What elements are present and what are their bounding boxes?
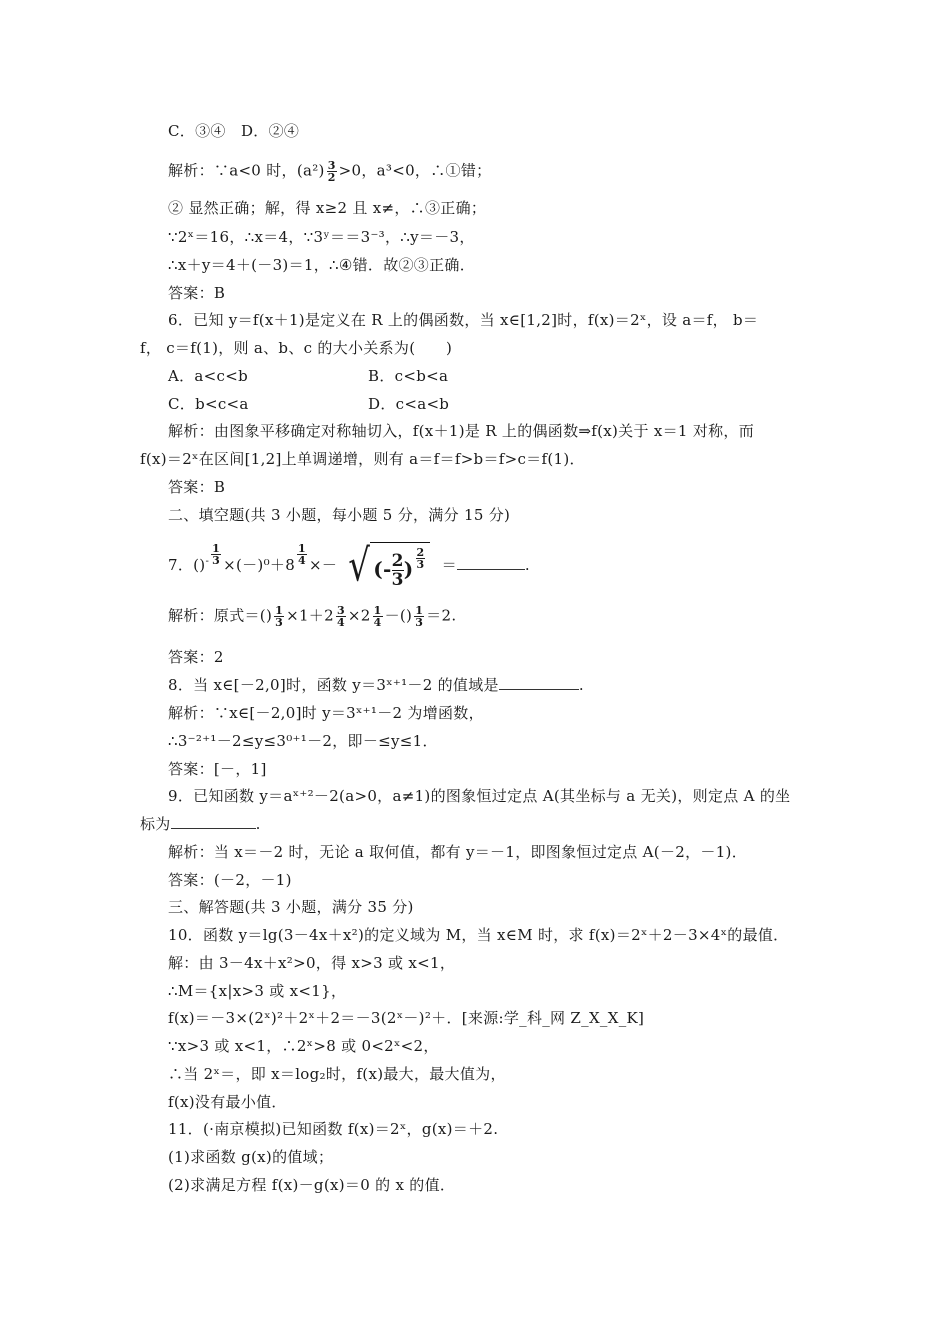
text-line: (2)求满足方程 f(x)－g(x)＝0 的 x 的值．: [168, 1176, 456, 1194]
analysis-6: 解析：由图象平移确定对称轴切入，f(x＋1)是 R 上的偶函数⇒f(x)关于 x＝1 对称，而: [168, 422, 755, 440]
text-line: ∵x>3 或 x<1，∴2ˣ>8 或 0<2ˣ<2，: [168, 1037, 439, 1055]
answer-blank: [499, 675, 579, 690]
fraction: $\frac{3}{2}$: [327, 159, 336, 184]
fraction: $\frac{1}{4}$: [373, 604, 382, 629]
question-6: 6．已知 y＝f(x＋1)是定义在 R 上的偶函数，当 x∈[1,2]时，f(x)＝2ˣ，设 a＝f， b＝: [168, 311, 759, 329]
text-line: 解析：当 x＝－2 时，无论 a 取何值，都有 y＝－1，即图象恒过定点 A(－2，－1)．: [168, 843, 747, 861]
section-heading-solve: 三、解答题(共 3 小题，满分 35 分): [168, 898, 414, 916]
text-line: 解：由 3－4x＋x²>0，得 x>3 或 x<1，: [168, 954, 456, 972]
answer-line: 答案：[－，1]: [168, 760, 267, 778]
fraction: $\frac{3}{4}$: [336, 604, 345, 629]
answer-line: 答案：(－2，－1): [168, 871, 292, 889]
question-11: 11．(·南京模拟)已知函数 f(x)＝2ˣ，g(x)＝＋2.: [168, 1120, 499, 1138]
options-ab: A．a<c<b B．c<b<a: [168, 367, 449, 385]
analysis-7: 解析：原式＝() $\frac{1}{3}$ ×1＋2 $\frac{3}{4}$ ×2 $\frac{1}{4}$ －() $\frac{1}{3}$ ＝2.: [168, 604, 457, 629]
answer-line: 答案：B: [168, 478, 226, 496]
text-line: 解析：∵x∈[－2,0]时 y＝3ˣ⁺¹－2 为增函数，: [168, 704, 484, 722]
text-line: ∴当 2ˣ＝，即 x＝log₂时，f(x)最大，最大值为，: [168, 1065, 506, 1083]
analysis-6-cont: f(x)＝2ˣ在区间[1,2]上单调递增，则有 a＝f＝f>b＝f>c＝f(1)．: [140, 450, 585, 468]
text-line: ∴M＝{x|x>3 或 x<1}，: [168, 982, 347, 1000]
text-line: ∵2ˣ＝16，∴x＝4，∵3ʸ＝＝3⁻³，∴y＝－3，: [168, 228, 475, 246]
answer-blank: [171, 814, 256, 829]
question-7: 7．()- $\frac{1}{3}$ ×(－)⁰＋8 $\frac{1}{4}$ ×－ √ (- $\frac{2}{3}$) $\frac{2}{3}$ ＝ .: [168, 540, 530, 592]
answer-blank: [457, 555, 525, 570]
text-line: f(x)没有最小值．: [168, 1093, 287, 1111]
text-line: f(x)＝－3×(2ˣ)²＋2ˣ＋2＝－3(2ˣ－)²＋．[来源:学_科_网 Z_X_X_K]: [168, 1009, 645, 1027]
fraction: $\frac{1}{3}$: [275, 604, 284, 629]
question-9: 9．已知函数 y＝aˣ⁺²－2(a>0，a≠1)的图象恒过定点 A(其坐标与 a 无关)，则定点 A 的坐: [168, 787, 791, 805]
question-10: 10．函数 y＝lg(3－4x＋x²)的定义域为 M，当 x∈M 时，求 f(x)＝2ˣ＋2－3×4ˣ的最值．: [168, 926, 789, 944]
fraction: $\frac{1}{4}$: [298, 542, 307, 567]
section-heading-fill: 二、填空题(共 3 小题，每小题 5 分，满分 15 分): [168, 506, 511, 524]
fraction: $\frac{1}{3}$: [415, 604, 424, 629]
question-6-cont: f， c＝f(1)，则 a、b、c 的大小关系为( ): [140, 339, 453, 357]
question-8: 8．当 x∈[－2,0]时，函数 y＝3ˣ⁺¹－2 的值域是 .: [168, 676, 584, 694]
options-cd: C．b<c<a D．c<a<b: [168, 395, 450, 413]
question-9-cont: 标为 .: [140, 815, 261, 833]
fraction: $\frac{1}{3}$: [212, 542, 221, 567]
text-line: ∴x＋y＝4＋(－3)＝1，∴④错．故②③正确．: [168, 256, 476, 274]
answer-line: 答案：2: [168, 648, 224, 666]
line-options-cd: C．③④ D．②④: [168, 122, 300, 140]
text-line: (1)求函数 g(x)的值域；: [168, 1148, 334, 1166]
text-line: ② 显然正确；解，得 x≥2 且 x≠，∴③正确；: [168, 199, 487, 217]
text-line: ∴3⁻²⁺¹－2≤y≤3⁰⁺¹－2，即－≤y≤1．: [168, 732, 438, 750]
square-root: √ (- $\frac{2}{3}$) $\frac{2}{3}$: [348, 542, 430, 591]
answer-line: 答案：B: [168, 284, 226, 302]
line-analysis-1: 解析：∵a<0 时，(a²) $\frac{3}{2}$ >0，a³<0，∴①错；: [168, 159, 492, 184]
